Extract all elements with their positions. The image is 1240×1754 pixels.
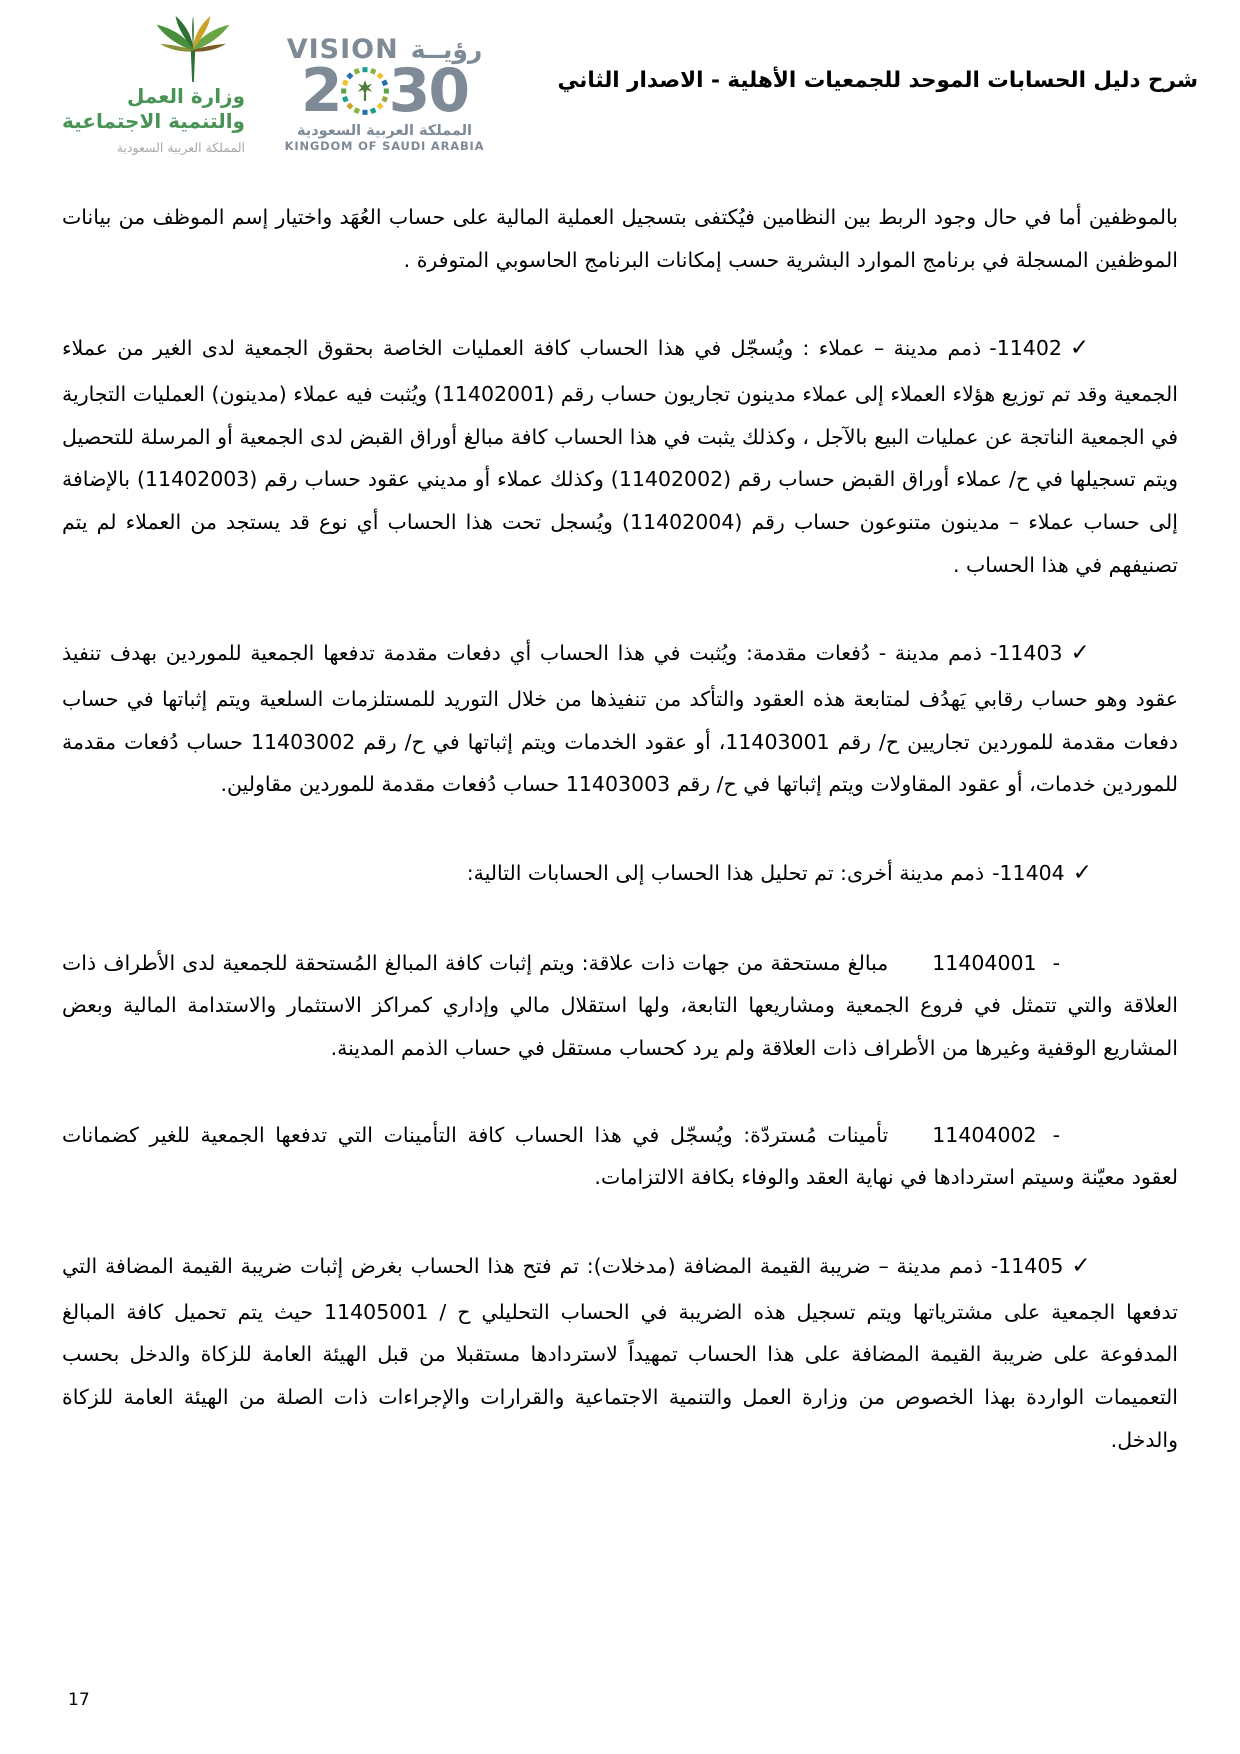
- vision-label-ar: رؤيــة: [410, 35, 483, 64]
- vision-label-en: VISION: [286, 34, 399, 65]
- account-item-11402: [62, 325, 1178, 586]
- account-item-11405: [62, 1243, 1178, 1461]
- logo-row: [40, 16, 502, 155]
- account-description: ذمم مدينة – ضريبة القيمة المضافة (مدخلات): تم فتح هذا الحساب بغرض إثبات ضريبة القيمة المضافة التي تدفعها الجمعية على مشترياتها ويتم تسجيل هذه الضريبة في الحساب التحليلي ح / 11405001 حيث يتم تحميل كافة المبالغ المدفوعة على ضريبة القيمة المضافة على هذا الحساب تمهيداً لاستردادها مستقبلا من قبل الهيئة العامة للزكاة والدخل بحسب التعميمات الواردة بهذا الخصوص من وزارة العمل والتنمية الاجتماعية والقرارات والإجراءات ذات الصلة من الهيئة العامة للزكاة والدخل.: [62, 1253, 1178, 1452]
- dash-bullet: -: [1052, 1122, 1060, 1147]
- vision-year-right: 30: [388, 56, 469, 126]
- account-number: 11404002: [932, 1122, 1037, 1147]
- checkmark-icon: ✓: [1069, 335, 1092, 362]
- ministry-logo: [40, 16, 245, 155]
- document-title: شرح دليل الحسابات الموحد للجمعيات الأهلية - الاصدار الثاني: [557, 68, 1198, 93]
- account-item-11404: [62, 850, 1178, 898]
- document-body: [62, 196, 1178, 1461]
- checkmark-icon: ✓: [1072, 859, 1092, 886]
- vision-year-left: 2: [300, 56, 341, 126]
- checkmark-icon: ✓: [1071, 1252, 1092, 1279]
- account-number: 11404001: [932, 950, 1037, 975]
- dash-bullet: -: [1052, 950, 1060, 975]
- ministry-country: المملكة العربية السعودية: [116, 140, 245, 155]
- page-header: [0, 16, 1240, 176]
- account-description: ذمم مدينة أخرى: تم تحليل هذا الحساب إلى الحسابات التالية:: [466, 860, 985, 885]
- account-number: 11405-: [990, 1253, 1064, 1278]
- account-description: مبالغ مستحقة من جهات ذات علاقة: ويتم إثبات كافة المبالغ المُستحقة للجمعية لدى الأطراف ذات العلاقة والتي تتمثل في فروع الجمعية ومشاريعها التابعة، ولها استقلال مالي وإداري كمراكز الاستثمار والاستدامة المالية وبعض المشاريع الوقفية وغيرها من الأطراف ذات العلاقة ولم يرد كحساب مستقل في حساب الذمم المدينة.: [62, 950, 1178, 1060]
- account-number: 11403-: [989, 641, 1063, 666]
- palm-tree-icon: [149, 16, 237, 82]
- page-number: 17: [68, 1690, 90, 1710]
- vision-country-en: KINGDOM OF SAUDI ARABIA: [284, 139, 485, 153]
- account-number: 11404-: [992, 860, 1065, 885]
- checkmark-icon: ✓: [1070, 640, 1092, 667]
- vision-2030-logo: [267, 34, 502, 153]
- account-description: ذمم مدينة - دُفعات مقدمة: ويُثبت في هذا الحساب أي دفعات مقدمة تدفعها الجمعية للموردين بهدف تنفيذ عقود وهو حساب رقابي يَهدُف لمتابعة هذه العقود والتأكد من تنفيذها من خلال التوريد للمستلزمات السلعية ويتم إثباتها في حساب دفعات مقدمة للموردين تجاريين ح/ رقم 11403001، أو عقود الخدمات ويتم إثباتها في ح/ رقم 11403002 حساب دُفعات مقدمة للموردين خدمات، أو عقود المقاولات ويتم إثباتها في ح/ رقم 11403003 حساب دُفعات مقدمة للموردين مقاولين.: [62, 641, 1178, 797]
- ministry-name-line2: والتنمية الاجتماعية: [62, 109, 245, 133]
- account-item-11403: [62, 630, 1178, 806]
- vision-year: [267, 56, 502, 126]
- vision-country-ar: المملكة العربية السعودية: [297, 123, 472, 139]
- account-description: تأمينات مُستردّة: ويُسجّل في هذا الحساب كافة التأمينات التي تدفعها الجمعية للغير كضمانات لعقود معيّنة وسيتم استردادها في نهاية العقد والوفاء بكافة الالتزامات.: [62, 1122, 1178, 1190]
- ministry-name-line1: وزارة العمل: [127, 84, 245, 108]
- subaccount-item-11404001: [62, 942, 1178, 1070]
- account-number: 11402-: [989, 336, 1062, 361]
- intro-paragraph: بالموظفين أما في حال وجود الربط بين النظامين فيُكتفى بتسجيل العملية المالية على حساب العُهَد واختيار إسم الموظف من بيانات الموظفين المسجلة في برنامج الموارد البشرية حسب إمكانات البرنامج الحاسوبي المتوفرة .: [62, 205, 1178, 272]
- subaccount-item-11404002: [62, 1114, 1178, 1199]
- account-description: ذمم مدينة – عملاء : ويُسجّل في هذا الحساب كافة العمليات الخاصة بحقوق الجمعية لدى الغير من عملاء الجمعية وقد تم توزيع هؤلاء العملاء إلى عملاء مدينون تجاريون حساب رقم (11402001) ويُثبت فيه عملاء (مدينون) العمليات التجارية في الجمعية الناتجة عن عمليات البيع بالآجل ، وكذلك يثبت في هذا الحساب كافة مبالغ أوراق القبض لدى الجمعية أو المرسلة للتحصيل ويتم تسجيلها في ح/ عملاء أوراق القبض حساب رقم (11402002) وكذلك عملاء أو مديني عقود حساب رقم (11402003) بالإضافة إلى حساب عملاء – مدينون متنوعون حساب رقم (11402004) ويُسجل تحت هذا الحساب أي نوع قد يستجد من العملاء لم يتم تصنيفهم في هذا الحساب .: [62, 336, 1179, 577]
- vision-emblem-icon: [338, 64, 392, 118]
